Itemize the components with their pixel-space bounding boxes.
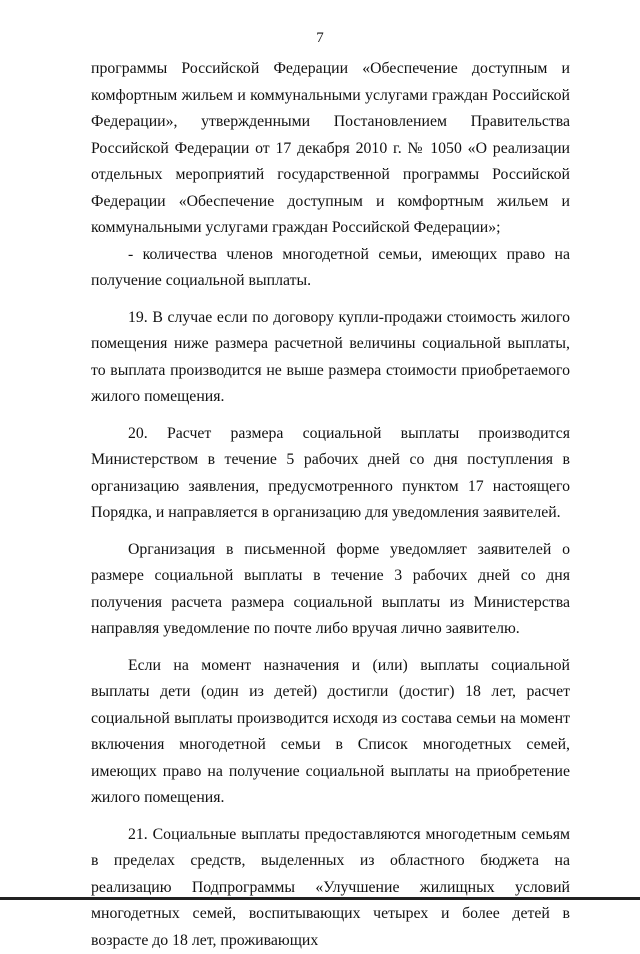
- paragraph-clause-19: 19. В случае если по договору купли-продажи стоимость жилого помещения ниже размера расчетной величины социальной выплаты, то выплата производится не выше размера стоимости приобретаемого жилого помещения.: [91, 305, 570, 411]
- paragraph-notification: Организация в письменной форме уведомляет заявителей о размере социальной выплаты в течение 3 рабочих дней со дня получения расчета размера социальной выплаты из Министерства направляя уведомление по почте либо вручая лично заявителю.: [91, 537, 570, 643]
- page-number: 7: [0, 30, 640, 47]
- paragraph-children-age: Если на момент назначения и (или) выплаты социальной выплаты дети (один из детей) достигли (достиг) 18 лет, расчет социальной выплаты производится исходя из состава семьи на момент включения многодетной семьи в Список многодетных семей, имеющих право на получение социальной выплаты на приобретение жилого помещения.: [91, 653, 570, 812]
- list-item-family-members: - количества членов многодетной семьи, имеющих право на получение социальной выплаты.: [91, 242, 570, 295]
- paragraph-continuation: программы Российской Федерации «Обеспечение доступным и комфортным жильем и коммунальными услугами граждан Российской Федерации», утвержденными Постановлением Правительства Российской Федерации от 17 декабря 2010 г. № 1050 «О реализации отдельных мероприятий государственной программы Российской Федерации «Обеспечение доступным и комфортным жильем и коммунальными услугами граждан Российской Федерации»;: [91, 56, 570, 242]
- page-bottom-edge: [0, 897, 640, 900]
- document-body: [91, 56, 570, 954]
- paragraph-clause-21: 21. Социальные выплаты предоставляются многодетным семьям в пределах средств, выделенных из областного бюджета на реализацию Подпрограммы «Улучшение жилищных условий многодетных семей, воспитывающих четырех и более детей в возрасте до 18 лет, проживающих: [91, 822, 570, 954]
- paragraph-clause-20: 20. Расчет размера социальной выплаты производится Министерством в течение 5 рабочих дней со дня поступления в организацию заявления, предусмотренного пунктом 17 настоящего Порядка, и направляется в организацию для уведомления заявителей.: [91, 421, 570, 527]
